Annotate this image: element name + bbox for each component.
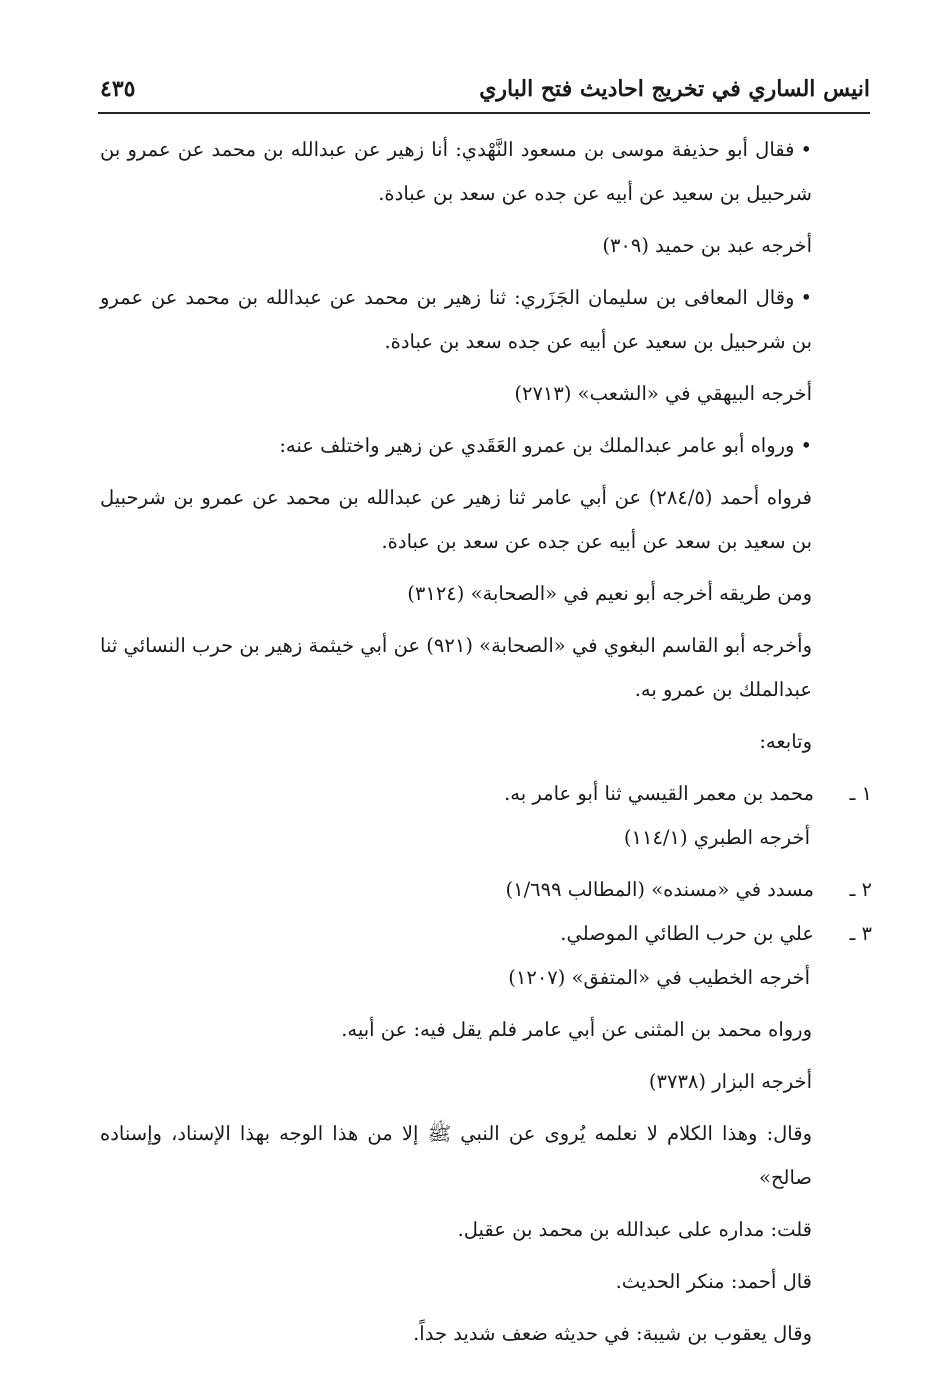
paragraph-9: وتابعه:: [759, 730, 812, 753]
list-item-text: مسدد في «مسنده» (المطالب ١/٦٩٩): [505, 878, 814, 901]
list-item-text: علي بن حرب الطائي الموصلي.: [560, 922, 814, 945]
paragraph-text: وقال المعافى بن سليمان الجَزَري: ثنا زهير بن محمد عن عبدالله بن محمد عن عمرو بن شرحبيل بن سعيد عن أبيه عن جده سعد بن عبادة.: [100, 286, 812, 353]
bullet-marker: •: [800, 138, 812, 161]
bullet-marker: •: [800, 434, 812, 457]
paragraph-13: قلت: مداره على عبدالله بن محمد بن عقيل.: [457, 1218, 812, 1241]
list-item-1: [100, 772, 872, 816]
header-divider: [98, 112, 870, 114]
paragraph-6: فرواه أحمد (٢٨٤/٥) عن أبي عامر ثنا زهير عن عبدالله بن محمد عن عمرو بن شرحبيل بن سعيد بن سعد عن أبيه عن جده عن سعد بن عبادة.: [100, 486, 812, 553]
list-item-text: محمد بن معمر القيسي ثنا أبو عامر به.: [504, 782, 814, 805]
running-header: [100, 74, 870, 114]
paragraph-text: فقال أبو حذيفة موسى بن مسعود النَّهْدي: أنا زهير عن عبدالله بن محمد عن عمرو بن شرحبيل بن سعيد عن أبيه عن جده عن سعد بن عبادة.: [100, 138, 812, 205]
page-number: ٤٣٥: [100, 76, 136, 102]
paragraph-3: [100, 276, 872, 364]
paragraph-10: ورواه محمد بن المثنى عن أبي عامر فلم يقل فيه: عن أبيه.: [341, 1018, 812, 1041]
paragraph-5: [100, 424, 872, 468]
paragraph-12: وقال: وهذا الكلام لا نعلمه يُروى عن النبي ﷺ إلا من هذا الوجه بهذا الإسناد، وإسناده صالح»: [100, 1122, 812, 1189]
paragraph-8: وأخرجه أبو القاسم البغوي في «الصحابة» (٩٢١) عن أبي خيثمة زهير بن حرب النسائي ثنا عبدالملك بن عمرو به.: [100, 634, 812, 701]
list-item-2: [100, 868, 872, 912]
paragraph-4: أخرجه البيهقي في «الشعب» (٢٧١٣): [514, 382, 812, 405]
paragraph-1: [100, 128, 872, 216]
bullet-marker: •: [800, 286, 812, 309]
paragraph-2: أخرجه عبد بن حميد (٣٠٩): [602, 234, 812, 257]
paragraph-15: وقال يعقوب بن شيبة: في حديثه ضعف شديد جداً.: [413, 1322, 812, 1345]
paragraph-7: ومن طريقه أخرجه أبو نعيم في «الصحابة» (٣١٢٤): [407, 582, 812, 605]
list-number: ٢ ـ: [849, 878, 872, 901]
list-item-3-source: أخرجه الخطيب في «المتفق» (١٢٠٧): [508, 966, 810, 989]
paragraph-11: أخرجه البزار (٣٧٣٨): [648, 1070, 812, 1093]
header-title: انيس الساري في تخريج احاديث فتح الباري: [479, 76, 870, 102]
page-body: [100, 128, 872, 1356]
list-item-3: [100, 912, 872, 956]
list-number: ٣ ـ: [849, 922, 872, 945]
paragraph-14: قال أحمد: منكر الحديث.: [615, 1270, 812, 1293]
paragraph-text: ورواه أبو عامر عبدالملك بن عمرو العَقَدي عن زهير واختلف عنه:: [279, 434, 795, 457]
list-item-1-source: أخرجه الطبري (١١٤/١): [623, 826, 810, 849]
list-number: ١ ـ: [849, 782, 872, 805]
